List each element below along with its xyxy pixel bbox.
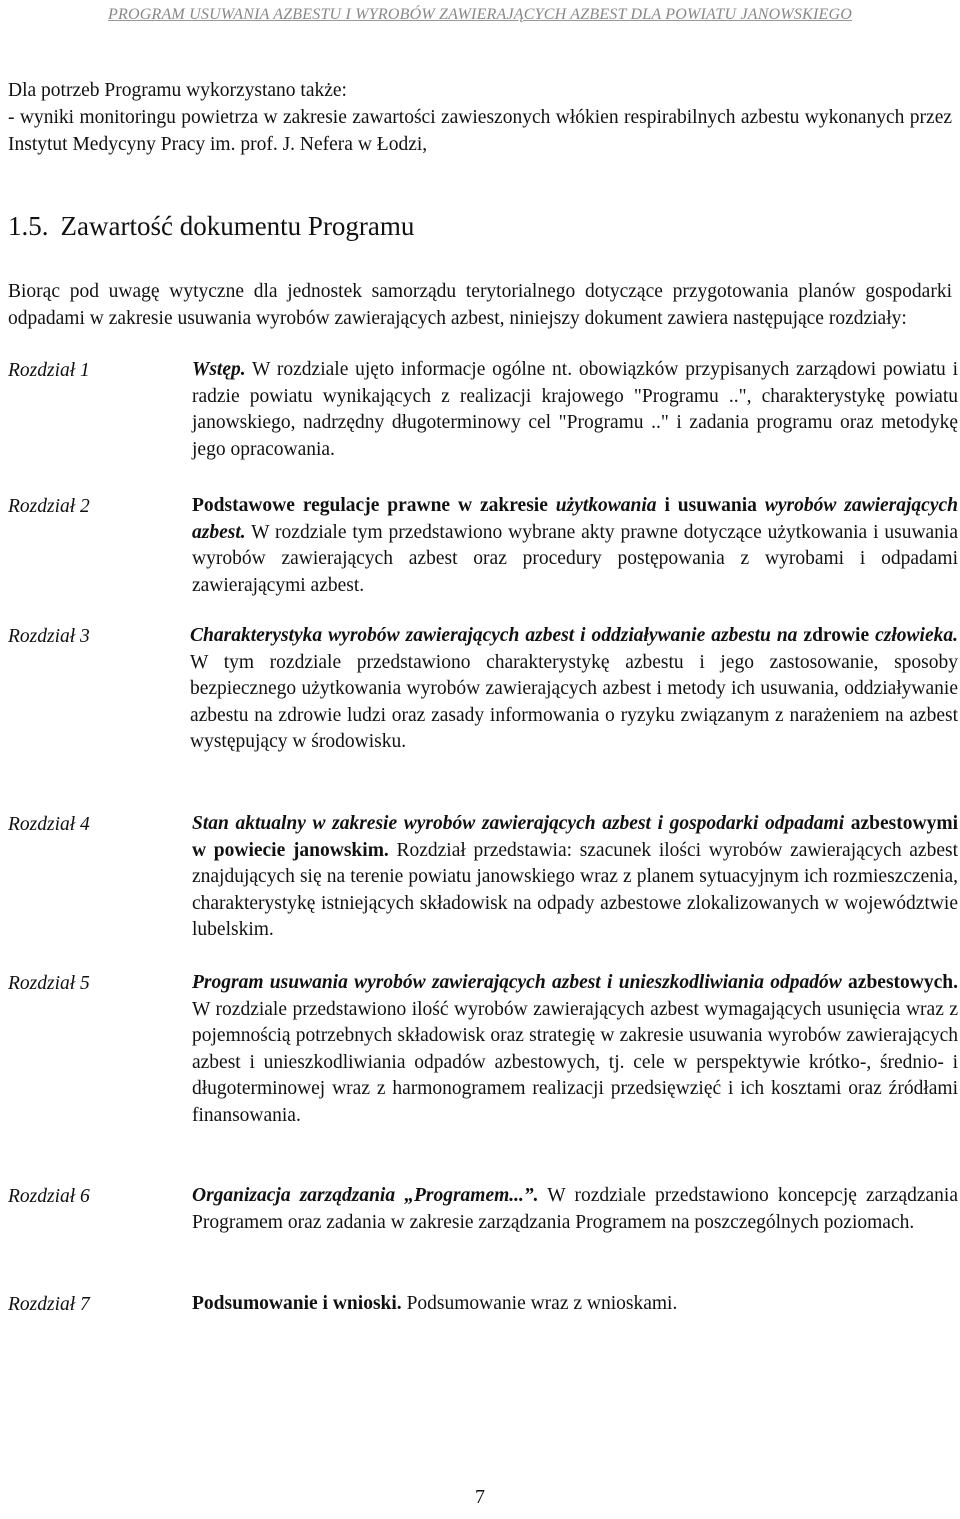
chapter-title: azbestowych. [841,972,958,993]
chapter-title: Charakterystyka wyrobów zawierających azbest i oddziaływanie azbestu na [190,625,798,646]
chapter-label: Rozdział 7 [8,1294,90,1315]
chapter-description [192,357,958,463]
chapter-title: azbestowymi w powiecie janowskim. [192,813,958,861]
chapter-label: Rozdział 3 [8,626,90,647]
page-number: 7 [475,1486,485,1508]
chapter-description [192,970,958,1129]
chapter-label: Rozdział 1 [8,360,90,381]
chapter-text: W rozdziale tym przedstawiono wybrane akty prawne dotyczące użytkowania i usuwania wyrobów zawierających azbest oraz procedury postępowania z wyrobami i odpadami zawierającymi azbest. [192,521,958,596]
running-header: PROGRAM USUWANIA AZBESTU I WYROBÓW ZAWIERAJĄCYCH AZBEST DLA POWIATU JANOWSKIEGO [108,6,852,23]
chapter-title: Podstawowe regulacje prawne w zakresie [192,495,556,516]
section-title: Zawartość dokumentu Programu [60,211,415,241]
chapter-description [192,1183,958,1236]
chapter-title: Stan aktualny w zakresie wyrobów zawierających azbest i gospodarki odpadami [192,813,845,834]
chapter-title: i usuwania [656,495,765,516]
chapter-title: wyrobów zawierających azbest. [192,495,958,543]
chapter-description [192,811,958,944]
chapter-title: Wstęp. [192,359,246,380]
chapter-text: Podsumowanie wraz z wnioskami. [401,1293,678,1314]
intro-bullet: - wyniki monitoringu powietrza w zakresie zawartości zawieszonych włókien respirabilnych azbestu wykonanych przez Instytut Medycyny Pracy im. prof. J. Nefera w Łodzi, [8,107,952,155]
chapter-text: W rozdziale przedstawiono koncepcję zarządzania Programem oraz zadania w zakresie zarządzania Programem na poszczególnych poziomach. [192,1185,958,1233]
chapter-title: użytkowania [555,495,657,516]
intro-line: Dla potrzeb Programu wykorzystano także: [8,80,347,101]
chapter-label: Rozdział 2 [8,496,90,517]
section-heading [8,210,414,242]
section-number: 1.5. [8,211,49,241]
chapter-title: Program usuwania wyrobów zawierających azbest i unieszkodliwiania odpadów [192,972,842,993]
chapter-description [190,623,958,756]
chapter-title: Organizacja zarządzania „Programem...”. [192,1185,539,1206]
chapter-description [192,1291,958,1318]
chapter-text: W tym rozdziale przedstawiono charakterystykę azbestu i jego zastosowanie, sposoby bezpiecznego użytkowania wyrobów zawierających azbest i metody ich usuwania, oddziaływanie azbestu na zdrowie ludzi oraz zasady informowania o ryzyku związanym z narażeniem na azbest występujący w środowisku. [190,651,958,752]
chapter-label: Rozdział 5 [8,973,90,994]
chapter-label: Rozdział 4 [8,814,90,835]
chapter-title: człowieka. [869,625,958,646]
chapter-description [192,493,958,599]
section-intro: Biorąc pod uwagę wytyczne dla jednostek samorządu terytorialnego dotyczące przygotowania planów gospodarki odpadami w zakresie usuwania wyrobów zawierających azbest, niniejszy dokument zawiera następujące rozdziały: [8,281,952,329]
chapter-title: Podsumowanie i wnioski. [192,1293,402,1314]
chapter-text: W rozdziale ujęto informacje ogólne nt. obowiązków przypisanych zarządowi powiatu i radzie powiatu wynikających z realizacji krajowego "Programu ..", charakterystykę powiatu janowskiego, nadrzędny długoterminowy cel "Programu .." i zadania programu oraz metodykę jego opracowania. [192,359,958,460]
chapter-text: W rozdziale przedstawiono ilość wyrobów zawierających azbest wymagających usunięcia wraz z pojemnością potrzebnych składowisk oraz strategię w zakresie usuwania wyrobów zawierających azbest i unieszkodliwiania odpadów azbestowych, tj. cele w perspektywie krótko-, średnio- i długoterminowej wraz z harmonogramem realizacji przedsięwzięć i ich kosztami oraz źródłami finansowania. [192,998,958,1126]
chapter-label: Rozdział 6 [8,1186,90,1207]
chapter-title: zdrowie [797,625,870,646]
chapter-text: Rozdział przedstawia: szacunek ilości wyrobów zawierających azbest znajdujących się na terenie powiatu janowskiego wraz z planem sytuacyjnym ich rozmieszczenia, charakterystykę istniejących składowisk na odpady azbestowe zlokalizowanych w województwie lubelskim. [192,839,958,940]
